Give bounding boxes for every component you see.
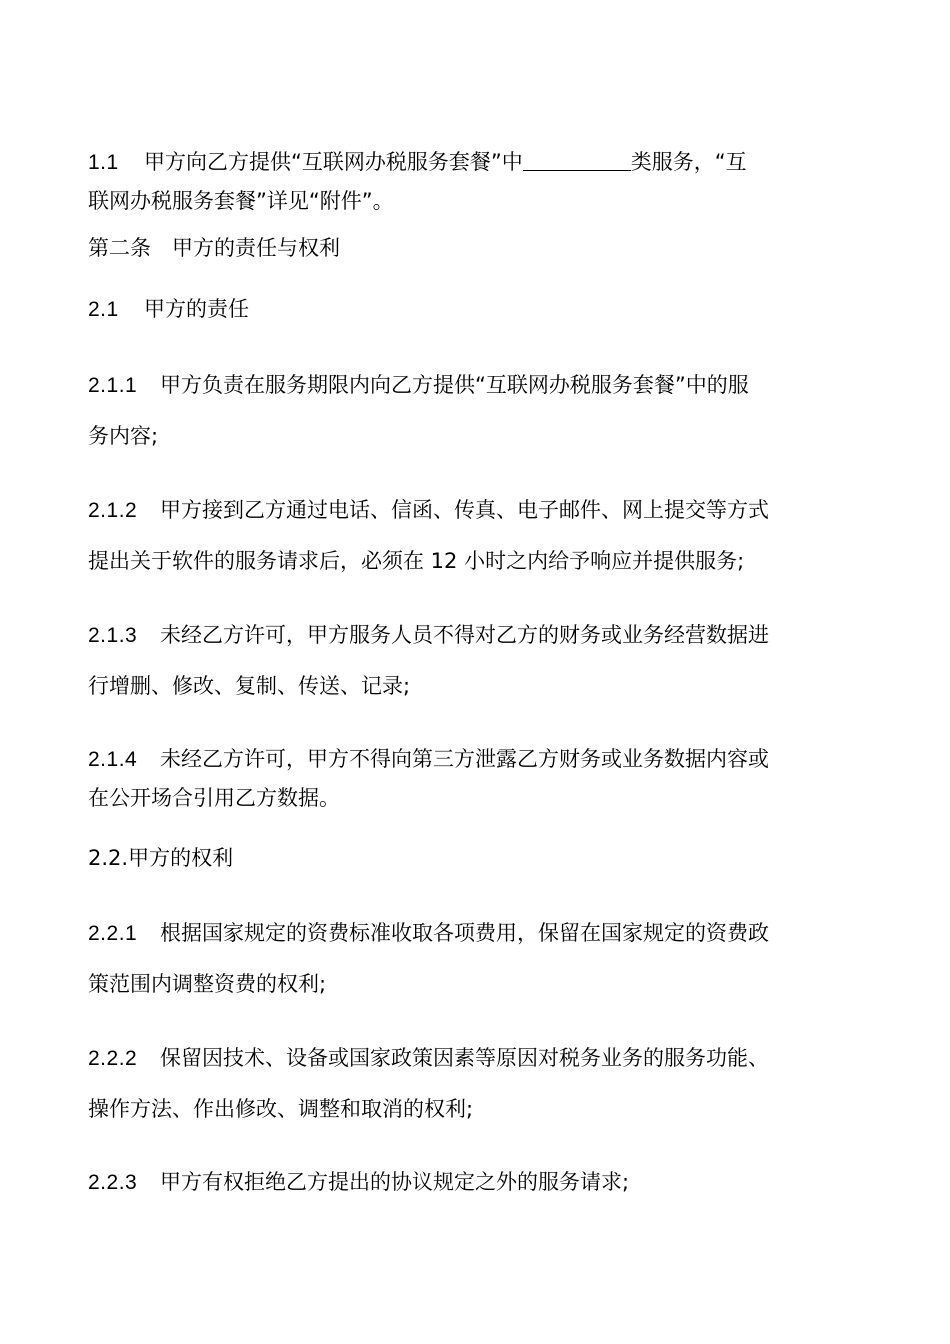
clause-number: 2.2.2 [88,1047,138,1070]
article-title: 第二条 甲方的责任与权利 [88,236,340,260]
clause-2-1-3 [88,616,868,705]
clause-number: 1.1 [88,151,119,174]
clause-text: 甲方负责在服务期限内向乙方提供“互联网办税服务套餐”中的服 [160,373,749,397]
clause-text: 甲方接到乙方通过电话、信函、传真、电子邮件、网上提交等方式 [160,498,769,522]
clause-2-2-3 [88,1163,868,1202]
clause-2-1-4 [88,740,868,817]
clause-text: 务内容; [88,424,159,448]
clause-number: 2.2.3 [88,1171,138,1194]
clause-text: 甲方向乙方提供“互联网办税服务套餐”中 [144,150,523,174]
clause-text: 根据国家规定的资费标准收取各项费用，保留在国家规定的资费政 [160,921,769,945]
clause-2-1-2 [88,491,868,580]
clause-2-1-1 [88,366,868,455]
clause-2-2-2 [88,1039,868,1128]
article-2-heading [88,229,868,267]
section-number: 2.1 [88,298,119,321]
clause-text: 未经乙方许可，甲方不得向第三方泄露乙方财务或业务数据内容或 [160,747,769,771]
clause-text: 类服务，“互 [630,150,747,174]
clause-2-2-1 [88,914,868,1003]
clause-number: 2.1.4 [88,748,138,771]
clause-1-1 [88,143,868,220]
clause-number: 2.1.3 [88,624,138,647]
clause-text: 提出关于软件的服务请求后，必须在 12 小时之内给予响应并提供服务; [88,549,745,573]
clause-text: 行增删、修改、复制、传送、记录; [88,674,411,698]
clause-text: 操作方法、作出修改、调整和取消的权利; [88,1097,474,1121]
clause-text: 策范围内调整资费的权利; [88,972,327,996]
section-2-2-heading [88,839,868,877]
clause-number: 2.1.2 [88,499,138,522]
clause-text: 保留因技术、设备或国家政策因素等原因对税务业务的服务功能、 [160,1046,769,1070]
clause-text: 在公开场合引用乙方数据。 [88,786,340,810]
clause-text: 甲方有权拒绝乙方提出的协议规定之外的服务请求; [160,1170,630,1194]
clause-text: 未经乙方许可，甲方服务人员不得对乙方的财务或业务经营数据进 [160,623,769,647]
clause-number: 2.1.1 [88,374,138,397]
section-title: 2.2.甲方的权利 [88,846,234,870]
fill-in-blank[interactable] [523,149,631,171]
section-title: 甲方的责任 [144,297,249,321]
clause-text: 联网办税服务套餐”详见“附件”。 [88,189,394,213]
section-2-1-heading [88,290,868,329]
clause-1-1-line1 [88,143,868,182]
clause-number: 2.2.1 [88,922,138,945]
